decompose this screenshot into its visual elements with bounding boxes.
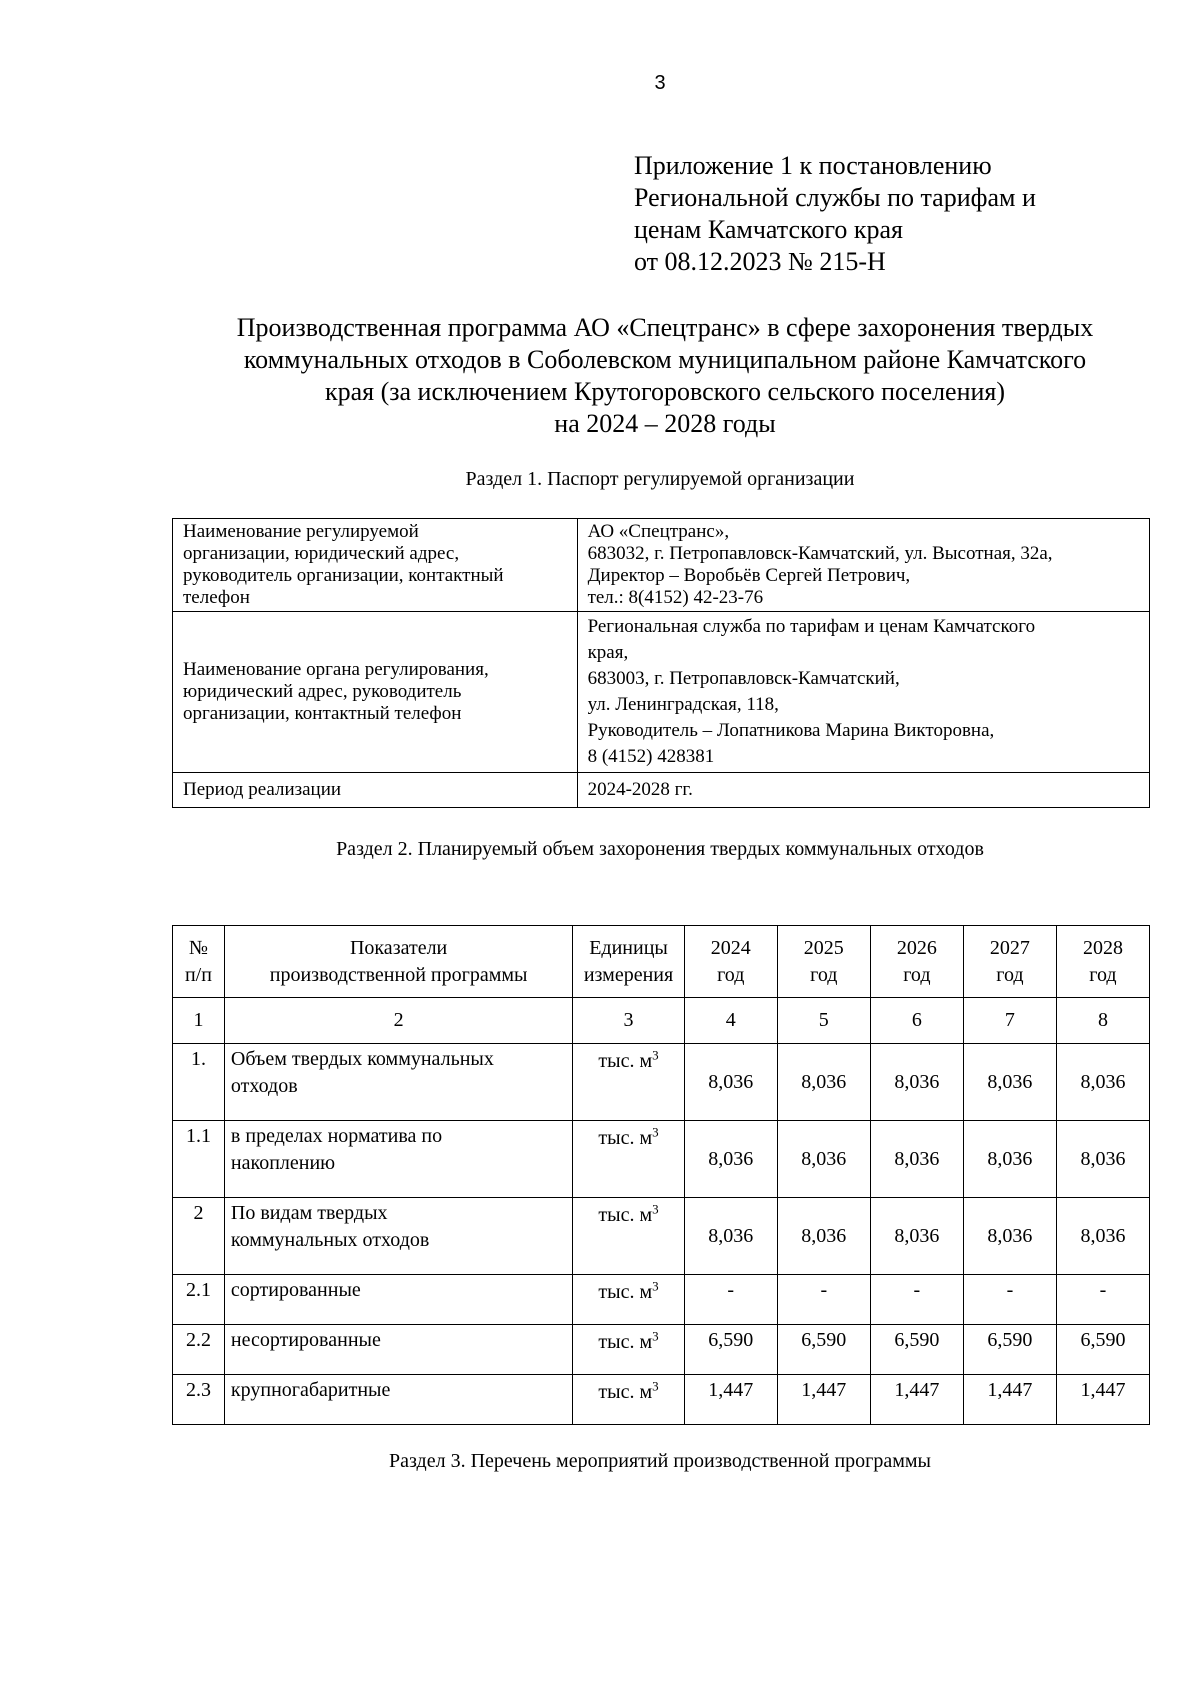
passport-table xyxy=(172,518,1150,808)
year-value: 8,036 xyxy=(963,1044,1056,1121)
cell-line: АО «Спецтранс», xyxy=(587,521,730,542)
header-unit xyxy=(573,926,684,998)
header-line: 2028 xyxy=(1082,936,1123,959)
row-number: 2 xyxy=(173,1198,225,1275)
unit-cell: тыс. $м^3$ xyxy=(573,1121,684,1198)
unit-cell: тыс. $м^3$ xyxy=(573,1325,684,1375)
header-line: п/п xyxy=(184,963,212,986)
year-value: - xyxy=(963,1275,1056,1325)
header-line: год xyxy=(903,963,931,986)
header-line: 2024 xyxy=(710,936,751,959)
table-row xyxy=(173,1121,1150,1198)
column-index: 6 xyxy=(870,998,963,1044)
header-line: Единицы xyxy=(589,936,668,959)
indicator-name: сортированные xyxy=(224,1275,572,1325)
cell-line: тел.: 8(4152) 42-23-76 xyxy=(587,587,764,608)
header-line: год xyxy=(810,963,838,986)
header-line: год xyxy=(1089,963,1117,986)
passport-value xyxy=(577,612,1149,773)
header-year xyxy=(1056,926,1149,998)
header-line: 2027 xyxy=(989,936,1030,959)
table-row xyxy=(173,1044,1150,1121)
table-row xyxy=(173,1325,1150,1375)
column-index: 2 xyxy=(224,998,572,1044)
header-line: 2026 xyxy=(896,936,937,959)
appendix-line: Региональной службы по тарифам и xyxy=(634,183,1036,212)
year-value: 8,036 xyxy=(870,1121,963,1198)
cell-line: 2024-2028 гг. xyxy=(587,779,693,800)
year-value: 8,036 xyxy=(777,1044,870,1121)
year-value: - xyxy=(1056,1275,1149,1325)
column-index-row xyxy=(173,998,1150,1044)
year-value: 1,447 xyxy=(963,1375,1056,1425)
year-value: 8,036 xyxy=(684,1198,777,1275)
header-line: измерения xyxy=(583,963,674,986)
column-index: 5 xyxy=(777,998,870,1044)
year-value: 8,036 xyxy=(1056,1121,1149,1198)
passport-value xyxy=(577,519,1149,612)
table-row xyxy=(173,1275,1150,1325)
header-year xyxy=(684,926,777,998)
passport-label xyxy=(173,519,578,612)
table-header-row xyxy=(173,926,1150,998)
title-line: коммунальных отходов в Соболевском муниципальном районе Камчатского xyxy=(243,345,1087,374)
year-value: 8,036 xyxy=(777,1198,870,1275)
title-line: на 2024 – 2028 годы xyxy=(554,409,776,438)
unit-cell: тыс. $м^3$ xyxy=(573,1044,684,1121)
year-value: 8,036 xyxy=(1056,1198,1149,1275)
cell-line: Региональная служба по тарифам и ценам Камчатского xyxy=(587,616,1036,637)
cell-line: Директор – Воробьёв Сергей Петрович, xyxy=(587,565,911,586)
table-row xyxy=(173,519,1150,612)
section-3-heading: Раздел 3. Перечень мероприятий производственной программы xyxy=(389,1450,931,1472)
year-value: - xyxy=(684,1275,777,1325)
volume-table xyxy=(172,925,1150,1425)
header-indicator xyxy=(224,926,572,998)
section-1-heading: Раздел 1. Паспорт регулируемой организации xyxy=(465,468,855,490)
appendix-line: Приложение 1 к постановлению xyxy=(634,151,992,180)
table-row xyxy=(173,773,1150,808)
cell-line: 683003, г. Петропавловск-Камчатский, xyxy=(587,668,900,689)
passport-value xyxy=(577,773,1149,808)
header-line: производственной программы xyxy=(269,963,528,986)
indicator-name: крупногабаритные xyxy=(224,1375,572,1425)
year-value: 8,036 xyxy=(963,1121,1056,1198)
appendix-line: ценам Камчатского края xyxy=(634,215,903,244)
row-number: 1. xyxy=(173,1044,225,1121)
year-value: 6,590 xyxy=(1056,1325,1149,1375)
year-value: 8,036 xyxy=(963,1198,1056,1275)
header-year xyxy=(777,926,870,998)
unit-cell: тыс. $м^3$ xyxy=(573,1198,684,1275)
header-year xyxy=(870,926,963,998)
column-index: 1 xyxy=(173,998,225,1044)
cell-line: руководитель организации, контактный xyxy=(183,565,504,586)
indicator-name: По видам твердых коммунальных отходов xyxy=(224,1198,572,1275)
cell-line: организации, юридический адрес, xyxy=(183,543,460,564)
column-index: 7 xyxy=(963,998,1056,1044)
year-value: - xyxy=(777,1275,870,1325)
indicator-name: в пределах норматива по накоплению xyxy=(224,1121,572,1198)
cell-line: Наименование регулируемой xyxy=(183,521,419,542)
cell-line: Руководитель – Лопатникова Марина Викторовна, xyxy=(587,720,995,741)
year-value: 8,036 xyxy=(684,1121,777,1198)
header-num xyxy=(173,926,225,998)
cell-line: юридический адрес, руководитель xyxy=(183,681,462,702)
header-line: год xyxy=(717,963,745,986)
year-value: 6,590 xyxy=(963,1325,1056,1375)
title-line: края (за исключением Крутогоровского сельского поселения) xyxy=(324,377,1006,406)
year-value: 6,590 xyxy=(777,1325,870,1375)
cell-line: края, xyxy=(587,642,629,663)
unit-cell: тыс. $м^3$ xyxy=(573,1375,684,1425)
document-title xyxy=(170,312,1160,440)
header-year xyxy=(963,926,1056,998)
passport-label xyxy=(173,773,578,808)
year-value: 8,036 xyxy=(777,1121,870,1198)
passport-label xyxy=(173,612,578,773)
cell-line: 8 (4152) 428381 xyxy=(587,746,715,767)
table-row xyxy=(173,1375,1150,1425)
header-line: 2025 xyxy=(803,936,844,959)
row-number: 2.3 xyxy=(173,1375,225,1425)
indicator-name: Объем твердых коммунальных отходов xyxy=(224,1044,572,1121)
year-value: 1,447 xyxy=(684,1375,777,1425)
header-line: № xyxy=(188,936,208,959)
column-index: 3 xyxy=(573,998,684,1044)
cell-line: Период реализации xyxy=(183,779,342,800)
row-number: 1.1 xyxy=(173,1121,225,1198)
row-number: 2.1 xyxy=(173,1275,225,1325)
row-number: 2.2 xyxy=(173,1325,225,1375)
cell-line: Наименование органа регулирования, xyxy=(183,659,489,680)
year-value: 8,036 xyxy=(1056,1044,1149,1121)
header-line: Показатели xyxy=(349,936,448,959)
header-line: год xyxy=(996,963,1024,986)
table-row xyxy=(173,612,1150,773)
year-value: 1,447 xyxy=(777,1375,870,1425)
year-value: 1,447 xyxy=(1056,1375,1149,1425)
volume-table-body xyxy=(173,1044,1150,1425)
year-value: 6,590 xyxy=(684,1325,777,1375)
title-line: Производственная программа АО «Спецтранс» в сфере захоронения твердых xyxy=(236,313,1094,342)
year-value: 8,036 xyxy=(870,1198,963,1275)
unit-cell: тыс. $м^3$ xyxy=(573,1275,684,1325)
page-number: 3 xyxy=(654,72,666,94)
section-2-heading: Раздел 2. Планируемый объем захоронения твердых коммунальных отходов xyxy=(336,838,984,860)
table-row xyxy=(173,1198,1150,1275)
column-index: 4 xyxy=(684,998,777,1044)
appendix-line: от 08.12.2023 № 215-Н xyxy=(634,247,886,276)
cell-line: 683032, г. Петропавловск-Камчатский, ул. Высотная, 32а, xyxy=(587,543,1053,564)
year-value: 8,036 xyxy=(870,1044,963,1121)
cell-line: ул. Ленинградская, 118, xyxy=(587,694,779,715)
year-value: 1,447 xyxy=(870,1375,963,1425)
cell-line: организации, контактный телефон xyxy=(183,703,462,724)
year-value: - xyxy=(870,1275,963,1325)
year-value: 8,036 xyxy=(684,1044,777,1121)
column-index: 8 xyxy=(1056,998,1149,1044)
cell-line: телефон xyxy=(183,587,250,608)
year-value: 6,590 xyxy=(870,1325,963,1375)
indicator-name: несортированные xyxy=(224,1325,572,1375)
appendix-header xyxy=(634,150,1154,278)
